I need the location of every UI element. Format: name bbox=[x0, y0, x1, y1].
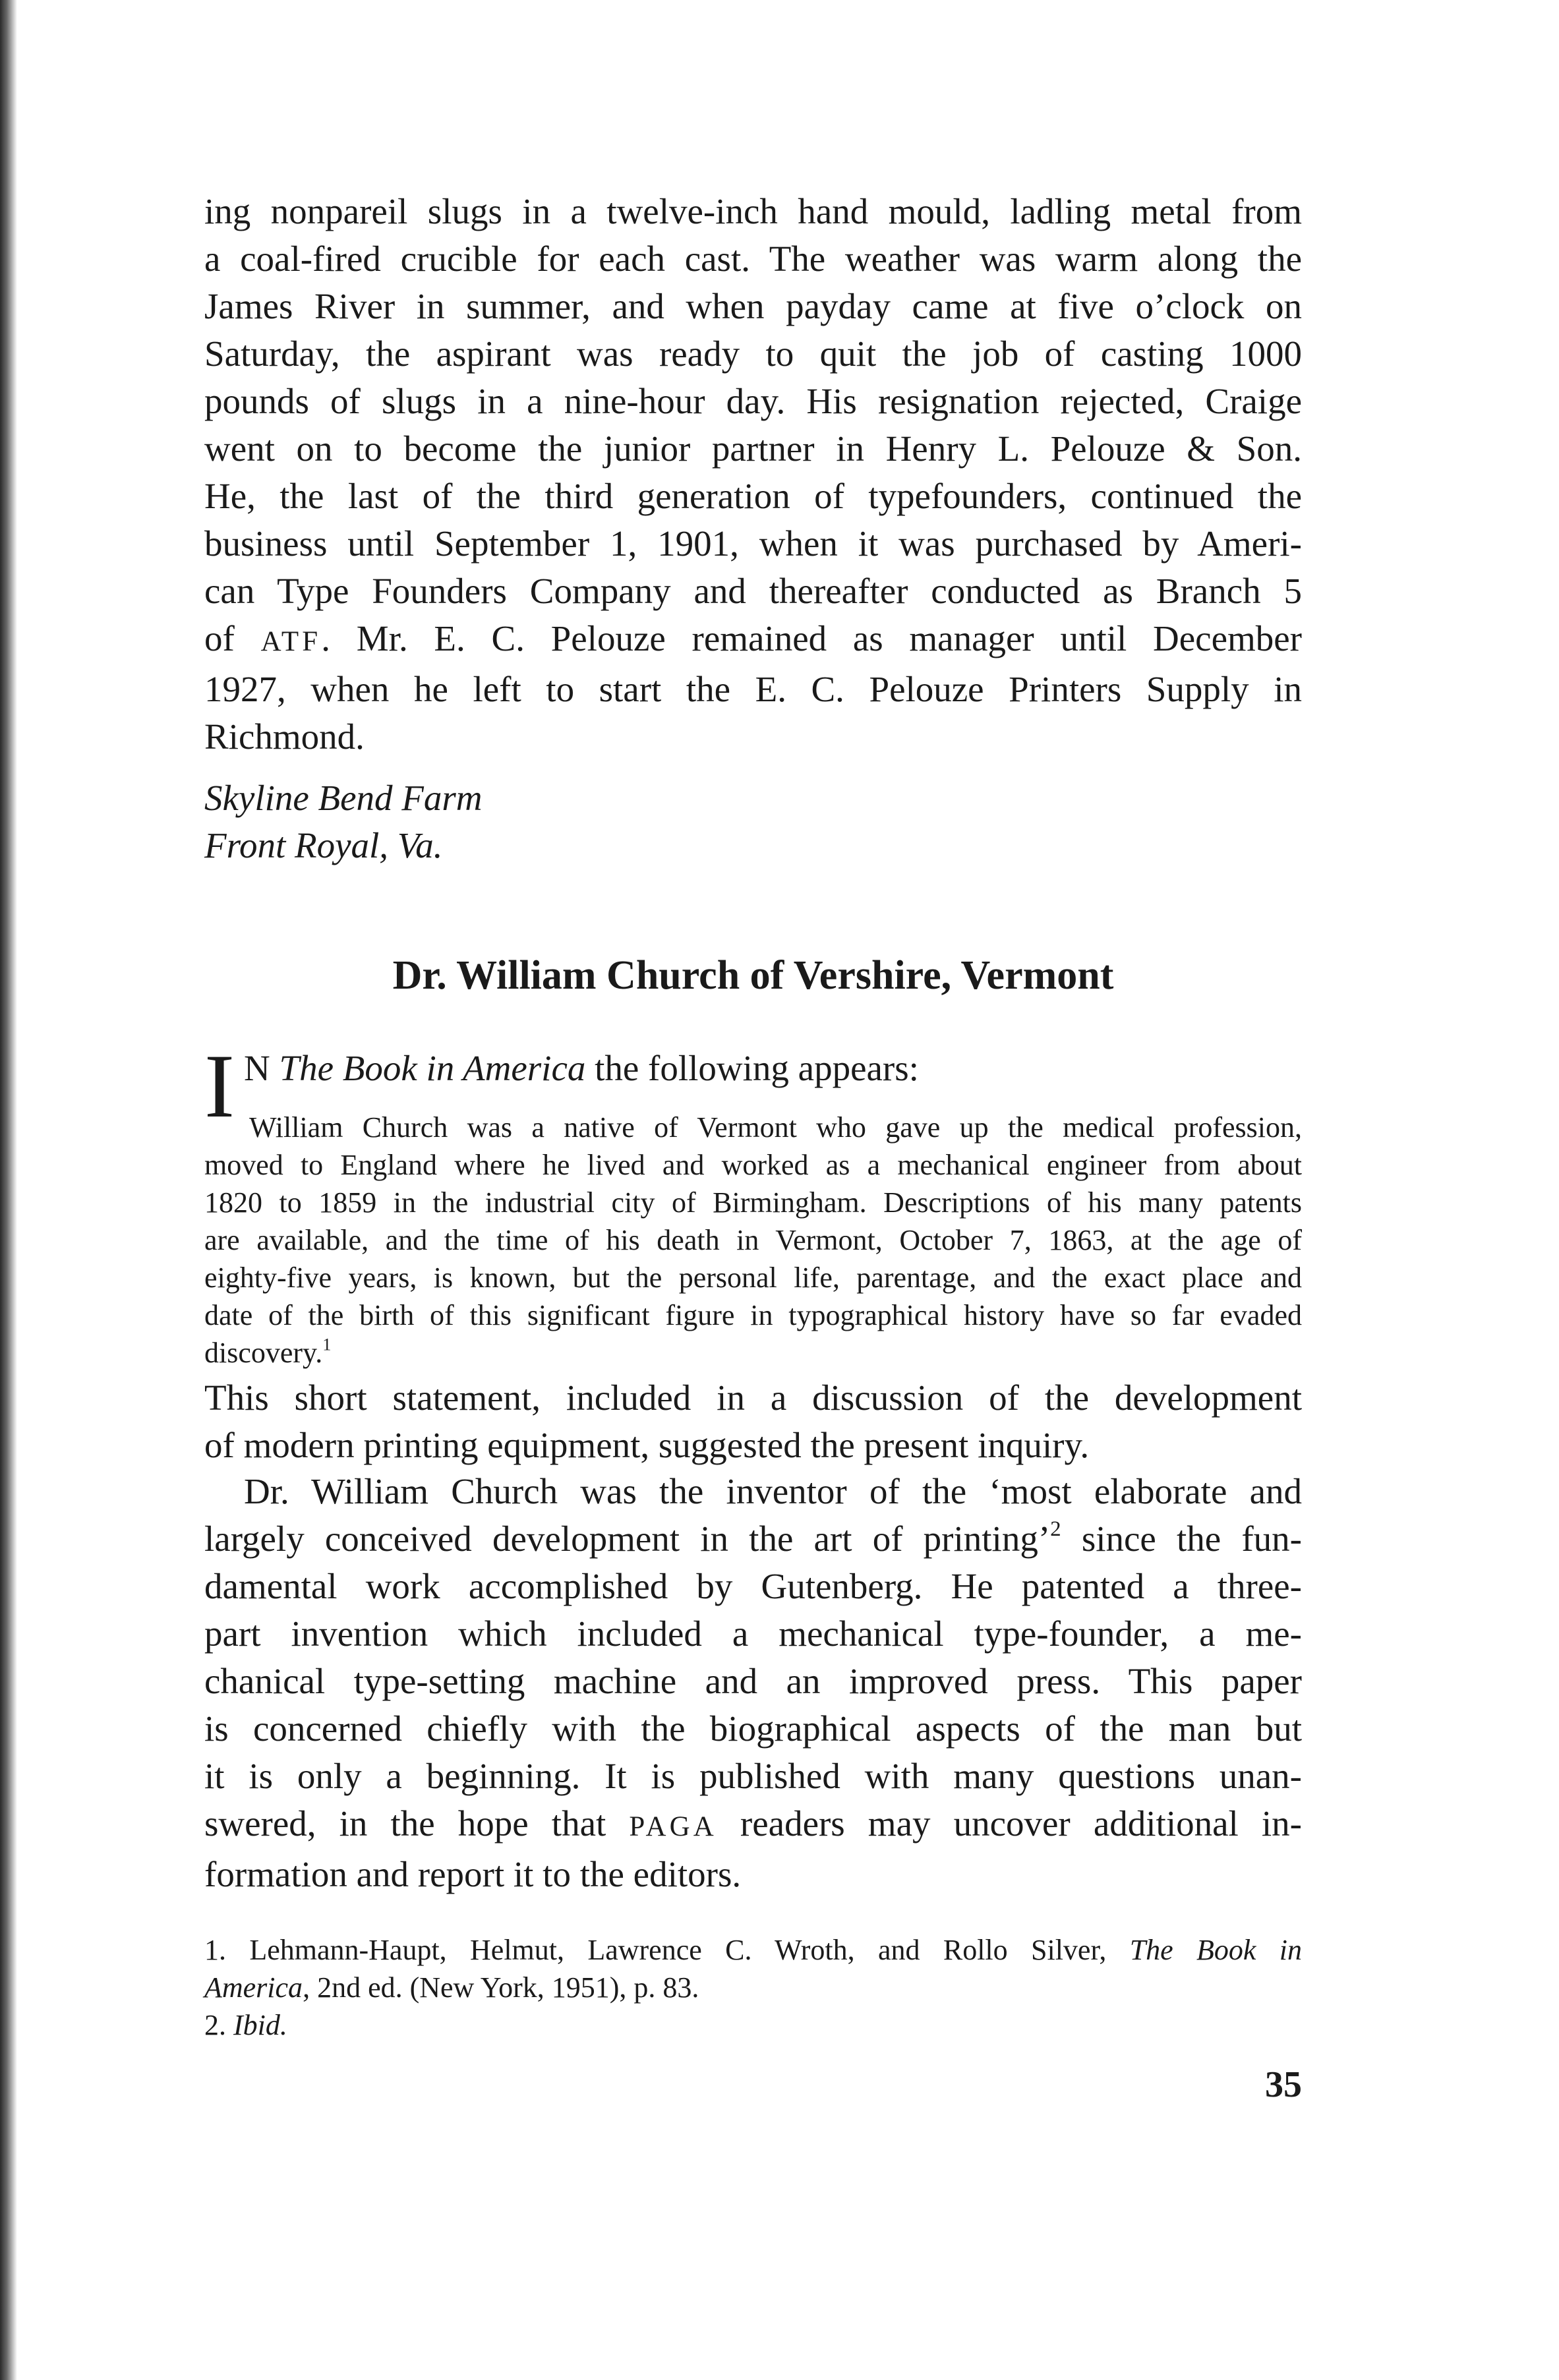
text-line: Saturday, the aspirant was ready to quit the job of casting 1000 bbox=[204, 334, 1302, 374]
text-line: part invention which included a mechanical type-founder, a me- bbox=[204, 1613, 1302, 1654]
text-line bbox=[204, 615, 1302, 666]
quote-line: are available, and the time of his death in Vermont, October 7, 1863, at the age of bbox=[204, 1224, 1302, 1256]
text-line: damental work accomplished by Gutenberg. He patented a three- bbox=[204, 1566, 1302, 1606]
drop-cap: I bbox=[204, 1035, 235, 1136]
footnote-line bbox=[204, 1969, 1302, 2006]
text-line: He, the last of the third generation of typefounders, continued the bbox=[204, 476, 1302, 516]
text-line bbox=[204, 1800, 1302, 1851]
text-fragment: the following appears: bbox=[595, 1048, 919, 1088]
paragraph-2 bbox=[204, 1374, 1302, 1469]
quote-line: moved to England where he lived and worked as a mechanical engineer from about bbox=[204, 1149, 1302, 1181]
text-fragment: . Mr. E. C. Pelouze remained as manager until December bbox=[321, 618, 1302, 658]
text-line: went on to become the junior partner in Henry L. Pelouze & Son. bbox=[204, 428, 1302, 469]
text-line: This short statement, included in a discussion of the development bbox=[204, 1378, 1302, 1418]
text-fragment: of bbox=[204, 618, 235, 658]
section-title: Dr. William Church of Vershire, Vermont bbox=[392, 953, 1114, 998]
text-fragment: 1. Lehmann-Haupt, Helmut, Lawrence C. Wroth, and Rollo Silver, bbox=[204, 1934, 1130, 1966]
footnote-ref: 2 bbox=[1050, 1517, 1061, 1541]
text-line: it is only a beginning. It is published with many questions unan- bbox=[204, 1756, 1302, 1796]
paragraph-3 bbox=[204, 1468, 1302, 1898]
text-line: pounds of slugs in a nine-hour day. His resignation rejected, Craige bbox=[204, 381, 1302, 421]
text-line: business until September 1, 1901, when it was purchased by Ameri- bbox=[204, 523, 1302, 564]
quote-line: 1820 to 1859 in the industrial city of Birmingham. Descriptions of his many patents bbox=[204, 1186, 1302, 1219]
continuation-paragraph bbox=[204, 188, 1302, 761]
text-line: 1927, when he left to start the E. C. Pelouze Printers Supply in bbox=[204, 669, 1302, 709]
text-line: of modern printing equipment, suggested the present inquiry. bbox=[204, 1425, 1090, 1465]
footnote-line bbox=[204, 1931, 1302, 1969]
text-fragment: N bbox=[244, 1048, 270, 1088]
text-line: ing nonpareil slugs in a twelve-inch hand mould, ladling metal from bbox=[204, 191, 1302, 231]
small-caps-text: ATF bbox=[260, 626, 322, 657]
signature-line: Front Royal, Va. bbox=[204, 825, 443, 865]
footnote-line bbox=[204, 2006, 1302, 2044]
text-line: formation and report it to the editors. bbox=[204, 1854, 742, 1894]
text-fragment: largely conceived development in the art of printing’ bbox=[204, 1519, 1051, 1559]
text-fragment: readers may uncover additional in- bbox=[717, 1803, 1302, 1843]
block-quote bbox=[204, 1109, 1302, 1372]
footnotes bbox=[204, 1931, 1302, 2044]
intro-lead bbox=[244, 1045, 919, 1092]
signature-line: Skyline Bend Farm bbox=[204, 778, 483, 818]
ibid-text: Ibid. bbox=[233, 2009, 287, 2041]
book-title: The Book in America bbox=[279, 1048, 586, 1088]
text-line: Dr. William Church was the inventor of the ‘most elaborate and bbox=[244, 1471, 1302, 1511]
text-fragment: 2. bbox=[204, 2009, 233, 2041]
text-line: is concerned chiefly with the biographical aspects of the man but bbox=[204, 1708, 1302, 1749]
text-fragment: since the fun- bbox=[1061, 1519, 1302, 1559]
quote-line: William Church was a native of Vermont who gave up the medical profession, bbox=[249, 1111, 1302, 1144]
quote-line: eighty-five years, is known, but the personal life, parentage, and the exact place and bbox=[204, 1262, 1302, 1294]
book-title: The Book in bbox=[1129, 1934, 1303, 1966]
footnote-ref: 1 bbox=[322, 1334, 332, 1354]
text-fragment: swered, in the hope that bbox=[204, 1803, 630, 1843]
book-title: America bbox=[204, 1971, 303, 2004]
page-number: 35 bbox=[1265, 2064, 1302, 2105]
text-fragment: discovery. bbox=[204, 1337, 323, 1369]
quote-line: date of the birth of this significant figure in typographical history have so far evaded bbox=[204, 1299, 1302, 1331]
signature-block bbox=[204, 774, 1302, 869]
page-edge-shadow bbox=[0, 0, 17, 2380]
text-fragment: , 2nd ed. (New York, 1951), p. 83. bbox=[303, 1971, 699, 2004]
small-caps-text: PAGA bbox=[629, 1811, 717, 1842]
quote-line bbox=[204, 1334, 1302, 1372]
text-line: Richmond. bbox=[204, 716, 365, 757]
text-line: James River in summer, and when payday came at five o’clock on bbox=[204, 286, 1302, 326]
text-line: can Type Founders Company and thereafter conducted as Branch 5 bbox=[204, 571, 1302, 611]
text-line: chanical type-setting machine and an improved press. This paper bbox=[204, 1661, 1302, 1701]
text-line: a coal-fired crucible for each cast. The weather was warm along the bbox=[204, 239, 1302, 279]
text-line bbox=[204, 1515, 1302, 1563]
